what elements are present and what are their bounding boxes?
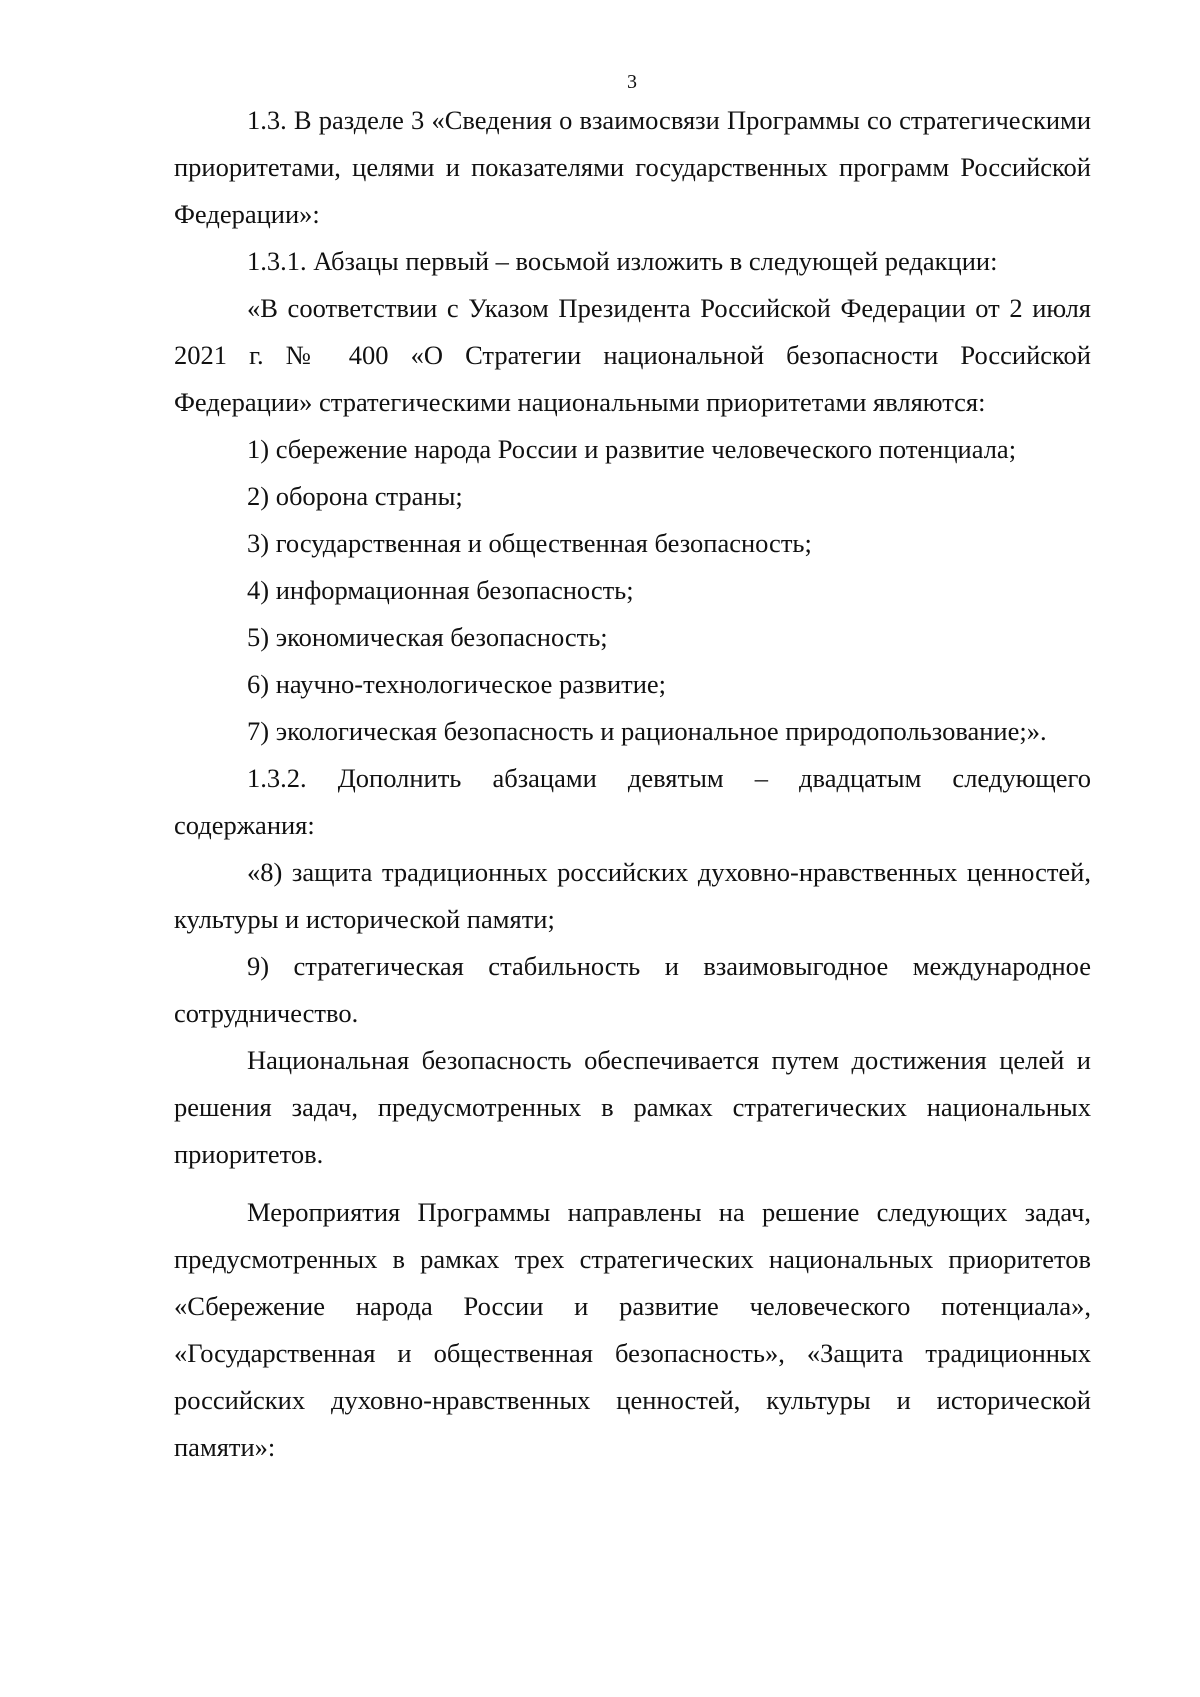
page-number: 3 (627, 71, 637, 93)
list-item-1: 1) сбережение народа России и развитие человеческого потенциала; (247, 434, 1017, 464)
paragraph-1-3-2: 1.3.2. Дополнить абзацами девятым – двадцатым следующего содержания: (174, 763, 1091, 840)
list-item-6: 6) научно-технологическое развитие; (247, 669, 667, 699)
list-item-8: «8) защита традиционных российских духовно-нравственных ценностей, культуры и исторической памяти; (174, 857, 1091, 934)
paragraph-program-measures: Мероприятия Программы направлены на решение следующих задач, предусмотренных в рамках трех стратегических национальных приоритетов «Сбережение народа России и развитие человеческого потенциала», «Государственная и общественная безопасность», «Защита традиционных российских духовно-нравственных ценностей, культуры и исторической памяти»: (174, 1197, 1091, 1462)
paragraph-1-3-1: 1.3.1. Абзацы первый – восьмой изложить в следующей редакции: (247, 246, 998, 276)
paragraph-priorities-intro: «В соответствии с Указом Президента Российской Федерации от 2 июля 2021 г. № 400 «О Стратегии национальной безопасности Российской Федерации» стратегическими национальными приоритетами являются: (174, 293, 1091, 417)
list-item-9: 9) стратегическая стабильность и взаимовыгодное международное сотрудничество. (174, 951, 1091, 1028)
list-item-3: 3) государственная и общественная безопасность; (247, 528, 812, 558)
list-item-2: 2) оборона страны; (247, 481, 463, 511)
document-body (174, 97, 1091, 1471)
list-item-4: 4) информационная безопасность; (247, 575, 634, 605)
paragraph-national-security: Национальная безопасность обеспечивается путем достижения целей и решения задач, предусмотренных в рамках стратегических национальных приоритетов. (174, 1045, 1091, 1169)
list-item-5: 5) экономическая безопасность; (247, 622, 608, 652)
list-item-7: 7) экологическая безопасность и рациональное природопользование;». (247, 716, 1047, 746)
paragraph-1-3: 1.3. В разделе 3 «Сведения о взаимосвязи Программы со стратегическими приоритетами, целями и показателями государственных программ Российской Федерации»: (174, 105, 1091, 229)
